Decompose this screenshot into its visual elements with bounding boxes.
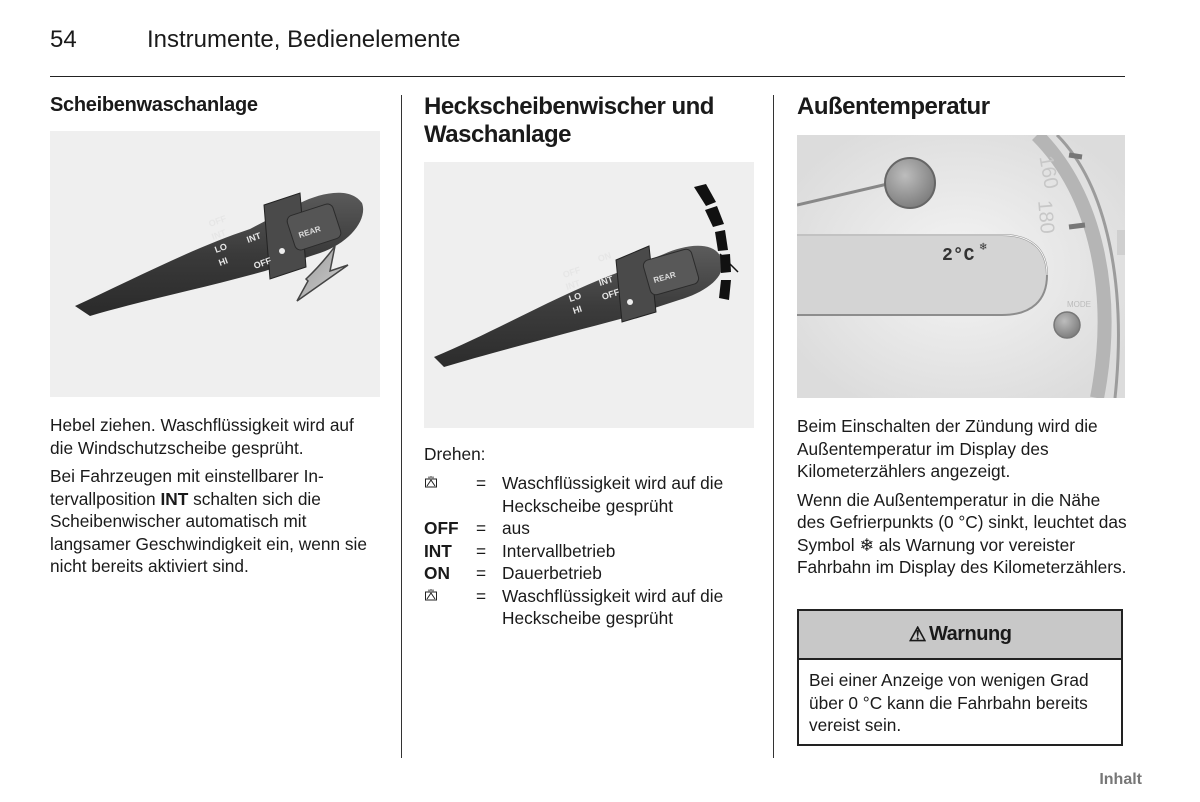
column-washer [50, 93, 380, 117]
text-run: Bei Fahrzeugen mit einstellbarer In-tervallposition [50, 466, 324, 509]
header-rule [50, 76, 1125, 77]
speed-mark: 180 [1033, 199, 1059, 235]
section-heading: Scheibenwaschanlage [50, 94, 258, 116]
column-divider [773, 95, 774, 758]
washer-text [50, 414, 380, 578]
instrument-cluster-illustration [797, 135, 1125, 398]
wiper-stalk-illustration [50, 131, 380, 397]
column-rear-wiper [424, 93, 754, 149]
stalk-label: OFF [561, 264, 582, 280]
stalk-label: OFF [207, 213, 228, 229]
stalk-label: INT [597, 273, 615, 288]
page-title: Instrumente, Bedienelemente [147, 26, 461, 53]
legend-equals: = [476, 540, 487, 561]
warning-title: Warnung [929, 623, 1012, 645]
text-run: schalten sich die Scheibenwischer automatisch mit langsamer Geschwindigkeit ein, wenn sie nicht bereits aktiviert sind. [50, 488, 367, 576]
column-outside-temp [797, 93, 1127, 121]
mode-label: MODE [1067, 300, 1091, 309]
stalk-label: INT [210, 227, 228, 242]
stalk-label: REAR [652, 270, 677, 285]
paragraph [797, 489, 1127, 579]
page-number: 54 [50, 26, 77, 53]
outside-temp-text [797, 415, 1127, 579]
legend-value: Waschflüssigkeit wird auf die Heckscheibe gesprüht [502, 585, 724, 628]
stalk-label: HI [571, 303, 584, 316]
paragraph: Beim Einschalten der Zündung wird die Außentemperatur im Display des Kilometerzählers angezeigt. [797, 416, 1098, 481]
legend-value: Waschflüssigkeit wird auf die Heckscheibe gesprüht [502, 473, 724, 516]
legend-value: aus [502, 518, 530, 538]
stalk-label: INT [245, 230, 263, 245]
speed-mark: 160 [1034, 153, 1062, 191]
legend-row [424, 517, 754, 540]
rear-washer-icon [424, 588, 438, 602]
legend-key: INT [424, 540, 452, 561]
contents-link[interactable]: Inhalt [1099, 771, 1142, 788]
column-divider [401, 95, 402, 758]
warning-box [797, 609, 1123, 746]
legend-row [424, 472, 754, 517]
rear-wiper-intro [424, 443, 754, 466]
legend-key: OFF [424, 518, 459, 538]
legend-equals: = [476, 563, 487, 583]
stalk-label: HI [217, 255, 230, 268]
switch-position-legend [424, 472, 754, 630]
legend-row [424, 540, 754, 563]
warning-header [799, 611, 1121, 660]
rear-wiper-stalk-illustration [424, 162, 754, 428]
section-heading: Außentemperatur [797, 93, 990, 120]
text-run: Wenn die Außentemperatur in die Nähe des Gefrierpunkts (0 °C) sinkt, leuchtet das Symbol [797, 489, 1127, 555]
legend-equals: = [476, 518, 487, 538]
paragraph: Drehen: [424, 444, 486, 464]
legend-equals: = [476, 473, 487, 493]
frost-icon: ❄ [979, 242, 988, 253]
stalk-label: INT [564, 277, 582, 292]
legend-row [424, 562, 754, 585]
stalk-label: LO [567, 290, 583, 304]
paragraph: Hebel ziehen. Waschflüssigkeit wird auf die Windschutzscheibe gesprüht. [50, 415, 354, 458]
rear-washer-icon [424, 475, 438, 489]
legend-key: ON [424, 563, 450, 583]
text-bold: INT [160, 488, 189, 509]
warning-triangle-icon: ⚠ [908, 624, 926, 646]
stalk-label: REAR [297, 224, 322, 240]
paragraph [50, 465, 380, 578]
section-heading: Heckscheibenwischer und Waschanlage [424, 93, 714, 148]
legend-key [424, 585, 476, 630]
legend-value: Intervallbetrieb [502, 540, 616, 561]
text-run: als Warnung vor vereister Fahrbahn im Display des Kilometerzählers. [797, 534, 1127, 577]
legend-value: Dauerbetrieb [502, 563, 602, 583]
legend-equals: = [476, 585, 487, 606]
warning-text: Bei einer Anzeige von wenigen Grad über 0 °C kann die Fahrbahn bereits vereist sein. [809, 670, 1089, 735]
snowflake-icon: ❄ [859, 534, 874, 555]
stalk-label: OFF [252, 255, 273, 271]
stalk-label: OFF [600, 286, 621, 302]
legend-row [424, 585, 754, 630]
stalk-label: ON [596, 250, 613, 264]
legend-key [424, 472, 476, 517]
display-readout: 2°C [942, 246, 975, 266]
stalk-label: LO [213, 241, 229, 255]
